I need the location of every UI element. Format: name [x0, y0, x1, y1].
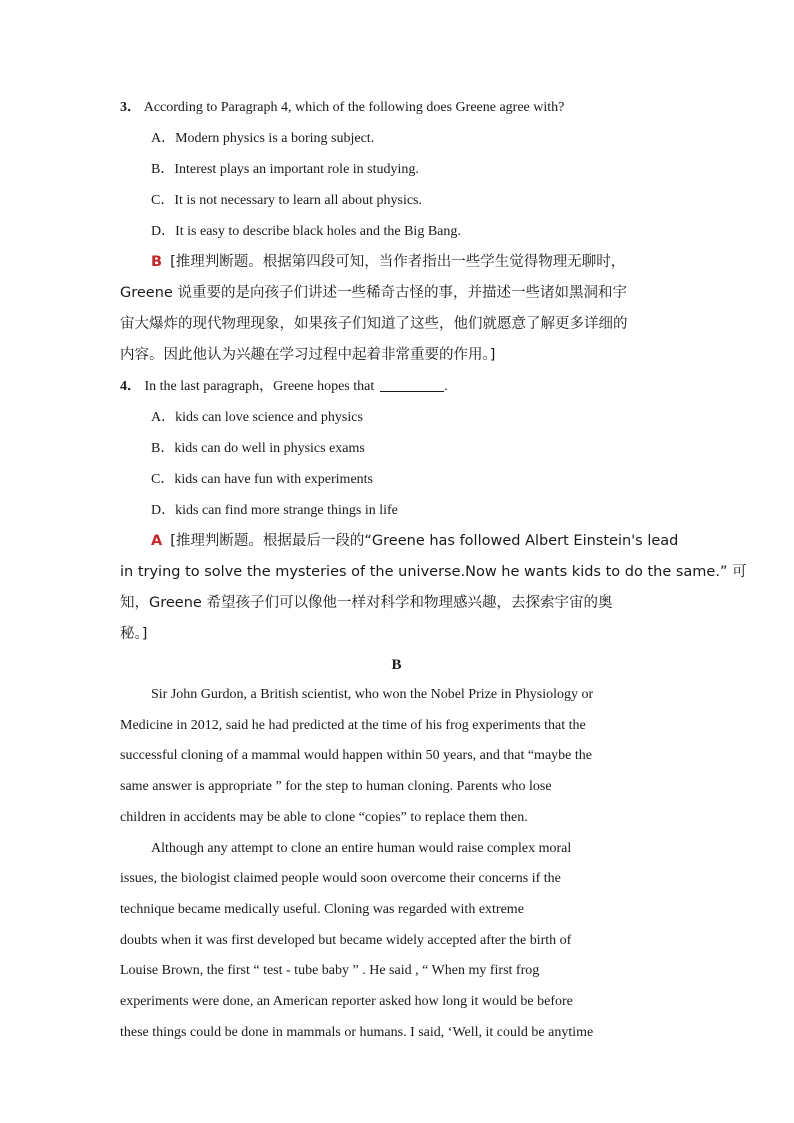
question-3: [120, 92, 673, 123]
question-text: According to Paragraph 4, which of the following does Greene agree with?: [143, 100, 565, 115]
answer-explanation-line: B [推理判断题。根据第四段可知，当作者指出一些学生觉得物理无聊时，: [120, 247, 673, 278]
option-c: C．It is not necessary to learn all about physics.: [151, 193, 422, 208]
answer-explanation-line: 宙大爆炸的现代物理现象，如果孩子们知道了这些，他们就愿意了解更多详细的: [120, 316, 628, 332]
option-d: D．kids can find more strange things in life: [151, 503, 398, 518]
passage-paragraph-2: [120, 834, 673, 1049]
section-heading: B: [391, 657, 402, 673]
question-4: 4． In the last paragraph，Greene hopes that .: [120, 379, 448, 394]
answer-letter: A: [151, 533, 163, 549]
passage-line: Medicine in 2012, said he had predicted at the time of his frog experiments that the: [120, 717, 586, 733]
passage-line: successful cloning of a mammal would happen within 50 years, and that “maybe the: [120, 748, 592, 764]
option-a: A．Modern physics is a boring subject.: [151, 131, 375, 146]
question-text: In the last paragraph，Greene hopes that: [144, 379, 375, 394]
answer-explanation-line: in trying to solve the mysteries of the universe.Now he wants kids to do the same.” 可: [120, 564, 747, 580]
option-b: B．kids can do well in physics exams: [151, 441, 365, 456]
question-number: 4．: [120, 379, 141, 394]
passage-line: Although any attempt to clone an entire human would raise complex moral: [151, 840, 572, 856]
passage-line: issues, the biologist claimed people would soon overcome their concerns if the: [120, 871, 561, 887]
answer-explanation-line: A [推理判断题。根据最后一段的“Greene has followed Albert Einstein's lead: [120, 526, 673, 557]
answer-letter: B: [151, 254, 163, 270]
passage-line: experiments were done, an American reporter asked how long it would be before: [120, 994, 573, 1010]
answer-blank: [380, 377, 444, 392]
document-page: [120, 92, 747, 1048]
option-a: A．kids can love science and physics: [151, 410, 363, 425]
passage-line: these things could be done in mammals or humans. I said, ‘Well, it could be anytime: [120, 1024, 594, 1040]
passage-paragraph-1: [120, 680, 673, 834]
answer-explanation-line: 内容。因此他认为兴趣在学习过程中起着非常重要的作用。]: [120, 347, 496, 363]
passage-line: same answer is appropriate ” for the step to human cloning. Parents who lose: [120, 779, 552, 795]
question-number: 3．: [120, 100, 141, 115]
answer-explanation-line: 秘。]: [120, 626, 148, 642]
option-d: D．It is easy to describe black holes and the Big Bang.: [151, 224, 461, 239]
passage-line: children in accidents may be able to clone “copies” to replace them then.: [120, 809, 528, 825]
passage-line: Sir John Gurdon, a British scientist, who won the Nobel Prize in Physiology or: [151, 687, 594, 702]
answer-explanation-line: Greene 说重要的是向孩子们讲述一些稀奇古怪的事，并描述一些诸如黑洞和宇: [120, 285, 627, 301]
passage-line: Louise Brown, the first “ test - tube baby ” . He said , “ When my first frog: [120, 963, 540, 979]
option-b: B．Interest plays an important role in studying.: [151, 162, 419, 177]
answer-explanation-line: 知，Greene 希望孩子们可以像他一样对科学和物理感兴趣，去探索宇宙的奥: [120, 595, 613, 611]
passage-line: doubts when it was first developed but became widely accepted after the birth of: [120, 932, 572, 948]
option-c: C．kids can have fun with experiments: [151, 472, 374, 487]
passage-line: technique became medically useful. Cloning was regarded with extreme: [120, 901, 524, 917]
